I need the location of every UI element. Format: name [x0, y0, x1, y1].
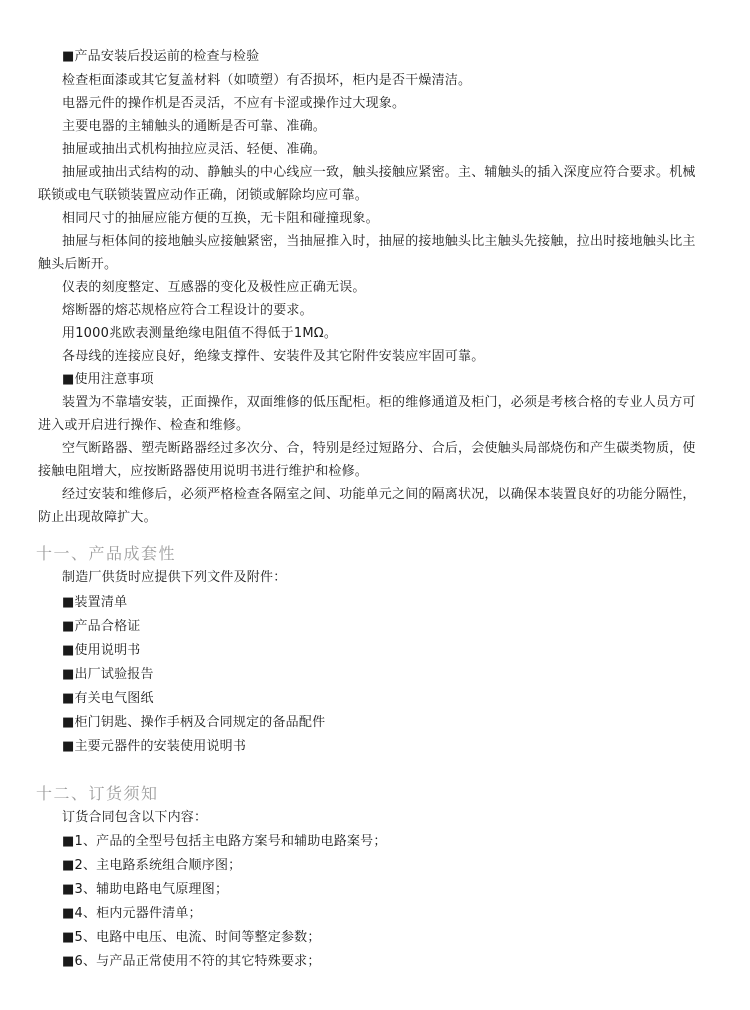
check-line-3: 主要电器的主辅触头的通断是否可靠、准确。	[62, 119, 327, 134]
section-12-heading: 十二、订货须知	[36, 784, 159, 803]
check-line-2: 电器元件的操作机是否灵活，不应有卡涩或操作过大现象。	[62, 96, 406, 111]
order-item-5: ■5、电路中电压、电流、时间等整定参数；	[62, 930, 321, 945]
usage-line-1b: 进入或开启进行操作、检查和维修。	[38, 418, 250, 433]
usage-line-3b: 防止出现故障扩大。	[38, 510, 157, 525]
usage-line-2a: 空气断路器、塑壳断路器经过多次分、合，特别是经过短路分、合后，会使触头局部烧伤和产生碳类物质，使	[62, 441, 696, 456]
check-line-7a: 抽屉与柜体间的接地触头应接触紧密，当抽屉推入时，抽屉的接地触头比主触头先接触，拉出时接地触头比主	[62, 234, 696, 249]
order-item-4: ■4、柜内元器件清单；	[62, 906, 202, 921]
check-line-10: 用1000兆欧表测量绝缘电阻值不得低于1MΩ。	[62, 326, 338, 341]
section-11-intro: 制造厂供货时应提供下列文件及附件：	[62, 570, 287, 585]
check-line-9: 熔断器的熔芯规格应符合工程设计的要求。	[62, 303, 313, 318]
order-item-2: ■2、主电路系统组合顺序图；	[62, 858, 242, 873]
check-line-4: 抽屉或抽出式机构抽拉应灵活、轻便、准确。	[62, 142, 327, 157]
accessory-item-3: ■使用说明书	[62, 643, 141, 658]
section-12-intro: 订货合同包含以下内容：	[62, 810, 208, 825]
usage-line-3a: 经过安装和维修后，必须严格检查各隔室之间、功能单元之间的隔离状况，以确保本装置良好的功能分隔性，	[62, 487, 696, 502]
order-item-6: ■6、与产品正常使用不符的其它特殊要求；	[62, 954, 321, 969]
accessory-item-5: ■有关电气图纸	[62, 691, 154, 706]
check-line-5b: 联锁或电气联锁装置应动作正确，闭锁或解除均应可靠。	[38, 188, 369, 203]
check-line-7b: 触头后断开。	[38, 257, 118, 272]
check-line-11: 各母线的连接应良好，绝缘支撑件、安装件及其它附件安装应牢固可靠。	[62, 349, 485, 364]
usage-line-2b: 接触电阻增大，应按断路器使用说明书进行维护和检修。	[38, 464, 369, 479]
accessory-item-7: ■主要元器件的安装使用说明书	[62, 739, 247, 754]
check-line-6: 相同尺寸的抽屉应能方便的互换，无卡阻和碰撞现象。	[62, 211, 379, 226]
usage-line-1a: 装置为不靠墙安装，正面操作，双面维修的低压配柜。柜的维修通道及柜门，必须是考核合格的专业人员方可	[62, 395, 696, 410]
check-line-8: 仪表的刻度整定、互感器的变化及极性应正确无误。	[62, 280, 366, 295]
accessory-item-4: ■出厂试验报告	[62, 667, 154, 682]
order-item-1: ■1、产品的全型号包括主电路方案号和辅助电路案号；	[62, 834, 387, 849]
accessory-item-6: ■柜门钥匙、操作手柄及合同规定的备品配件	[62, 715, 326, 730]
install-check-heading: ■产品安装后投运前的检查与检验	[62, 49, 260, 64]
check-line-1: 检查柜面漆或其它复盖材料（如喷塑）有否损坏，柜内是否干燥清洁。	[62, 73, 472, 88]
section-11-heading: 十一、产品成套性	[36, 544, 177, 563]
accessory-item-1: ■装置清单	[62, 595, 128, 610]
order-item-3: ■3、辅助电路电气原理图；	[62, 882, 229, 897]
usage-heading: ■使用注意事项	[62, 372, 154, 387]
accessory-item-2: ■产品合格证	[62, 619, 141, 634]
check-line-5a: 抽屉或抽出式结构的动、静触头的中心线应一致，触头接触应紧密。主、辅触头的插入深度应符合要求。机械	[62, 165, 696, 180]
